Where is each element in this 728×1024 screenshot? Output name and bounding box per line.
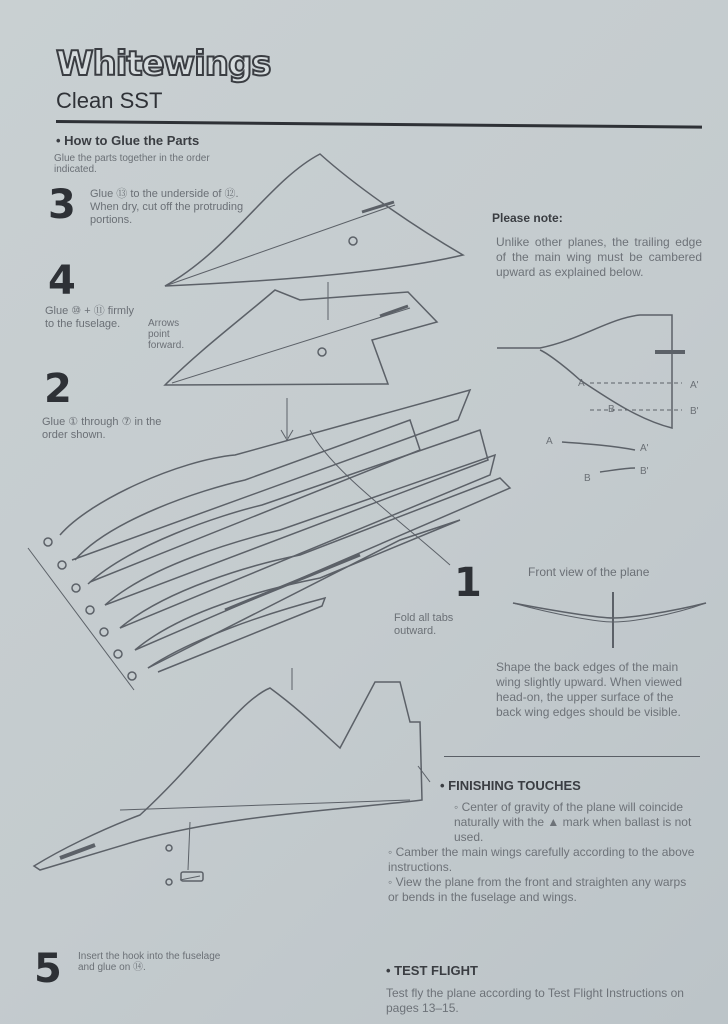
note-text: Unlike other planes, the trailing edge of the main wing must be cambered upward as explained below. [496,235,702,279]
label-a-section: A [546,436,553,447]
label-a-prime-section: A' [640,443,649,454]
finishing-title: • FINISHING TOUCHES [440,778,581,793]
test-flight-title: • TEST FLIGHT [386,963,478,978]
step-1-text: Fold all tabs outward. [394,612,454,637]
front-view-drawing [513,592,706,648]
label-b-prime: B' [690,406,699,417]
label-b-section: B [584,473,591,484]
step-5-number: 5 [34,946,62,992]
brand-logo: Whitewings [56,44,271,84]
arrows-forward-label: Arrows point forward. [148,318,185,351]
fuselage-layers-drawing [28,390,510,690]
wing-part-3-drawing [165,154,463,286]
step-2-number: 2 [44,366,72,412]
step-1-number: 1 [454,560,482,606]
note-title: Please note: [492,211,563,225]
model-title: Clean SST [56,88,163,113]
step-4-text: Glue ⑩ + ⑪ firmly to the fuselage. [45,305,135,330]
step-2-text: Glue ① through ⑦ in the order shown. [42,416,162,441]
finishing-item: ◦ View the plane from the front and straighten any warps or bends in the fuselage and wings. [388,875,687,904]
label-a-prime: A' [690,380,699,391]
wing-part-4-drawing [165,282,437,385]
label-a: A [578,378,585,389]
glue-section-title: • How to Glue the Parts [56,133,199,148]
front-view-title: Front view of the plane [528,565,650,579]
glue-section-intro: Glue the parts together in the order indicated. [54,153,210,175]
finishing-item: ◦ Camber the main wings carefully according to the above instructions. [388,845,695,874]
test-flight-text: Test fly the plane according to Test Flight Instructions on pages 13–15. [386,986,684,1015]
label-b-prime-section: B' [640,466,649,477]
step-3-text: Glue ⑬ to the underside of ⑫. When dry, cut off the protruding portions. [90,188,244,226]
front-view-text: Shape the back edges of the main wing slightly upward. When viewed head-on, the upper surface of the back wing edges should be visible. [496,660,683,719]
step-4-number: 4 [48,258,76,304]
label-b: B [608,404,615,415]
completed-plane-drawing [34,668,430,885]
camber-diagram [497,315,685,472]
finishing-item: ◦ Center of gravity of the plane will coincide naturally with the ▲ mark when ballast is not used. [454,800,692,844]
step-3-number: 3 [48,182,76,228]
step-5-text: Insert the hook into the fuselage and glue on ⑭. [78,951,221,973]
